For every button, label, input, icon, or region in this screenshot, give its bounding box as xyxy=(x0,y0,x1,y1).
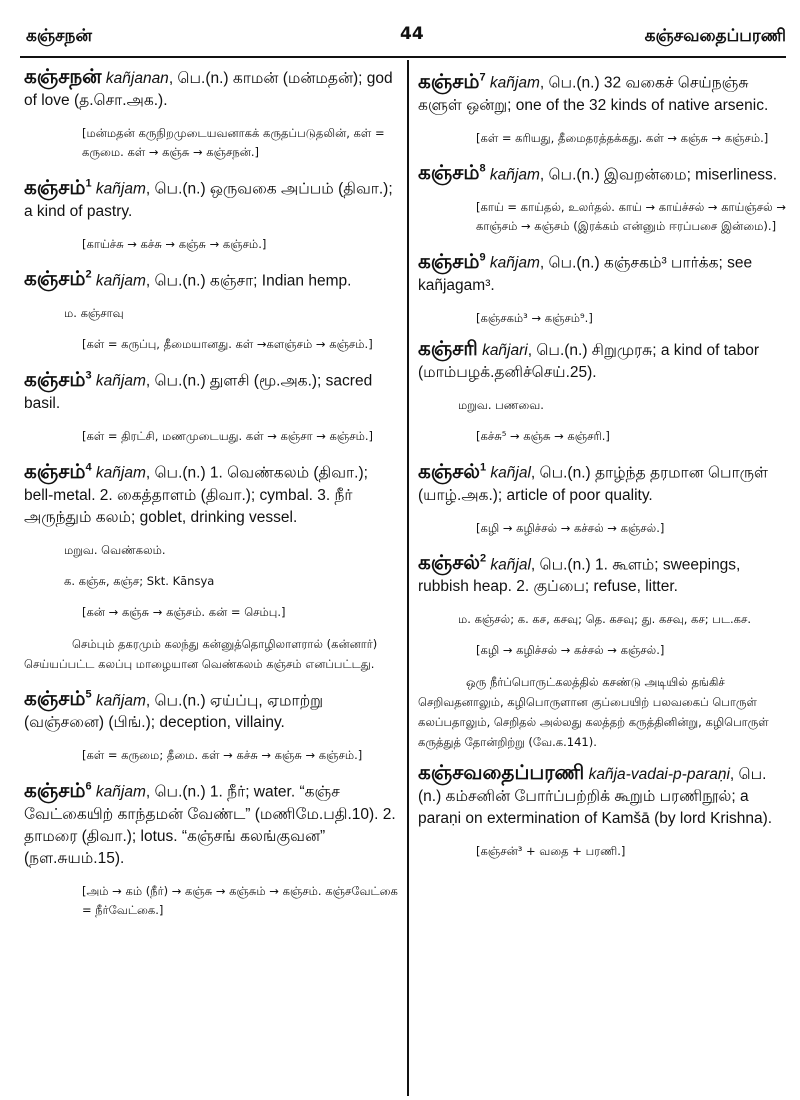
definition-text: , பெ.(n.) கஞ்சகம்³ பார்க்க; see kañjagam³. xyxy=(418,254,753,294)
headword-text: கஞ்சம் xyxy=(24,779,86,802)
dictionary-entry xyxy=(418,456,786,538)
transliteration: kañjam xyxy=(95,692,146,710)
entry-definition-line xyxy=(418,456,786,507)
homonym-number: 9 xyxy=(479,251,486,264)
headword-text: கஞ்சம் xyxy=(24,176,86,199)
etymology: [காய்ச்சு → கச்சு → கஞ்சு → கஞ்சம்.] xyxy=(82,236,267,251)
etymology: [கள் = திரட்சி, மணமுடையது. கள் → கஞ்சா → கஞ்சம்.] xyxy=(82,428,374,443)
transliteration: kañjam xyxy=(489,254,540,272)
homonym-number: 2 xyxy=(479,552,487,565)
entry-definition-line xyxy=(24,264,398,293)
entry-definition-line xyxy=(24,172,398,223)
headword xyxy=(24,461,92,483)
headword xyxy=(24,688,92,710)
transliteration: kañja-vadai-p-paraṇi xyxy=(588,766,730,784)
etymology: [கன் → கஞ்சு → கஞ்சம். கன் = செம்பு.] xyxy=(82,604,286,619)
etymology: [காய் = காய்தல், உலர்தல். காய் → காய்ச்சல் → காய்ஞ்சல் → காஞ்சம் → கஞ்சம் (இரக்கம் என்னும் ஈரப்பசை இன்மை).] xyxy=(476,200,786,234)
entry-definition-line xyxy=(418,762,786,830)
etymology: [கள் = கருமை; தீமை. கள் → கச்சு → கஞ்சு → கஞ்சம்.] xyxy=(82,748,363,763)
dictionary-entry xyxy=(24,775,398,920)
headword-text: கஞ்சம் xyxy=(24,688,86,711)
dictionary-entry xyxy=(418,762,786,861)
entry-definition-line xyxy=(24,456,398,529)
definition-text: , பெ.(n.) துளசி (மூ.அக.); sacred basil. xyxy=(24,372,373,412)
definition-text: , பெ.(n.) 1. நீர்; water. “கஞ்ச வேட்கையிற் காந்தமன் வேண்ட” (மணிமே.பதி.10). 2. தாமரை (திவா.); lotus. “கஞ்சங் கலங்குவன” (நள.சுயம்.15). xyxy=(24,783,396,867)
transliteration: kañjanan xyxy=(105,70,169,87)
header-right-guideword: கஞ்சவதைப்பரணி xyxy=(644,26,786,46)
headword xyxy=(24,177,92,199)
right-column xyxy=(418,66,786,871)
dictionary-entry xyxy=(24,456,398,674)
etymology: [கள் = கருப்பு, தீமையானது. கள் →களஞ்சம் → கஞ்சம்.] xyxy=(82,337,373,352)
homonym-number: 2 xyxy=(85,268,92,281)
header-rule xyxy=(20,56,786,58)
etymology: [அம் → கம் (நீர்) → கஞ்சு → கஞ்சும் → கஞ்சம். கஞ்சவேட்கை = நீர்வேட்கை.] xyxy=(82,883,398,917)
transliteration: kañjam xyxy=(95,372,146,390)
etymology: [மன்மதன் கருநிறமுடையவனாகக் கருதப்படுதலின், கள் = கருமை. கள் → கஞ்சு → கஞ்சநன்.] xyxy=(82,126,385,159)
page-header xyxy=(0,0,800,56)
headword-text: கஞ்சம் xyxy=(24,368,86,391)
left-column xyxy=(24,66,398,930)
headword xyxy=(24,780,92,802)
homonym-number: 6 xyxy=(85,780,92,793)
cognate-note: மறுவ. வெண்கலம். xyxy=(64,542,166,557)
entry-definition-line xyxy=(418,158,786,187)
headword xyxy=(24,66,102,88)
dictionary-entry xyxy=(24,684,398,766)
entry-definition-line xyxy=(418,548,786,599)
homonym-number: 3 xyxy=(85,369,92,382)
homonym-number: 1 xyxy=(479,460,487,473)
dictionary-entry xyxy=(24,364,398,446)
definition-text: , பெ.(n.) கஞ்சா; Indian hemp. xyxy=(145,272,352,290)
dictionary-entry xyxy=(418,66,786,148)
definition-text: , பெ.(n.) சிறுமுரசு; a kind of tabor (மாம்பழக்.தனிச்செய்.25). xyxy=(418,341,760,381)
transliteration: kañjam xyxy=(489,166,540,184)
headword xyxy=(418,162,486,184)
homonym-number: 4 xyxy=(85,460,92,473)
page-number: 44 xyxy=(400,24,424,44)
headword-text: கஞ்சம் xyxy=(24,460,86,483)
dictionary-entry xyxy=(418,158,786,237)
headword-text: கஞ்சரி xyxy=(418,337,478,360)
entry-definition-line xyxy=(418,246,786,297)
definition-text: , பெ.(n.) 1. கூளம்; sweepings, rubbish heap. 2. குப்பை; refuse, litter. xyxy=(418,556,741,596)
definition-text: , பெ.(n.) 1. வெண்கலம் (திவா.); bell-metal. 2. கைத்தாளம் (திவா.); cymbal. 3. நீர் அருந்தும் கலம்; goblet, drinking vessel. xyxy=(24,464,368,526)
definition-text: , பெ.(n.) ஏய்ப்பு, ஏமாற்று (வஞ்சனை) (பிங்.); deception, villainy. xyxy=(24,692,324,732)
headword xyxy=(418,552,486,574)
homonym-number: 5 xyxy=(85,688,92,701)
explanatory-paragraph: செம்பும் தகரமும் கலந்து கன்னுத்தொழிலாளரால் (கன்னார்) செய்யப்பட்ட கலப்பு மாழையான வெண்கலம் கஞ்சம் எனப்பட்டது. xyxy=(24,636,378,671)
definition-text: , பெ.(n.) ஒருவகை அப்பம் (திவா.); a kind of pastry. xyxy=(24,180,393,220)
etymology: [கள் = கரியது, தீமைதரத்தக்கது. கள் → கஞ்சு → கஞ்சம்.] xyxy=(476,130,769,145)
headword xyxy=(418,461,486,483)
headword xyxy=(24,268,92,290)
header-left-guideword: கஞ்சநன் xyxy=(26,26,92,46)
explanatory-paragraph: ஒரு நீர்ப்பொருட்கலத்தில் கசண்டு அடியில் தங்கிச் செறிவதனாலும், கழிபொருளான குப்பையிற் பலவகைப் பொருள் கலப்பதாலும், செறிதல் அல்லது கலத்தற் கருத்தினின்று, கழிபொருள் கருத்துத் தோன்றிற்று (வே.க.141). xyxy=(418,675,769,750)
dictionary-entry xyxy=(418,246,786,328)
entry-definition-line xyxy=(24,684,398,735)
definition-text: , பெ.(n.) இவறன்மை; miserliness. xyxy=(539,166,777,184)
transliteration: kañjam xyxy=(95,464,146,482)
dictionary-entry xyxy=(418,548,786,753)
dictionary-entry xyxy=(24,66,398,162)
dictionary-entry xyxy=(24,172,398,254)
transliteration: kañjam xyxy=(95,272,146,290)
transliteration: kañjam xyxy=(489,74,540,92)
headword-text: கஞ்சநன் xyxy=(24,66,102,88)
headword xyxy=(418,251,486,273)
cognate-note: க. கஞ்சு, கஞ்ச; Skt. Kānsya xyxy=(64,573,215,588)
cognate-note: மறுவ. பணவை. xyxy=(458,397,544,412)
headword-text: கஞ்சவதைப்பரணி xyxy=(418,762,585,785)
definition-text: , பெ.(n.) தாழ்ந்த தரமான பொருள் (யாழ்.அக.); article of poor quality. xyxy=(418,464,769,504)
transliteration: kañjam xyxy=(95,180,146,198)
headword-text: கஞ்சல் xyxy=(418,460,480,483)
headword xyxy=(24,369,92,391)
column-divider xyxy=(407,60,409,1096)
etymology: [கழி → கழிச்சல் → கச்சல் → கஞ்சல்.] xyxy=(476,520,665,535)
headword xyxy=(418,338,478,360)
cognate-note: ம. கஞ்சாவு xyxy=(64,306,124,321)
etymology: [கஞ்சகம்³ → கஞ்சம்⁹.] xyxy=(476,310,593,325)
headword xyxy=(418,71,486,93)
headword-text: கஞ்சம் xyxy=(418,70,480,93)
entry-definition-line xyxy=(418,66,786,117)
cognate-note: ம. கஞ்சல்; க. கச, கசவு; தெ. கசவு; து. கசவு, கச; பட.கச. xyxy=(458,612,752,627)
etymology: [கஞ்சன்³ + வதை + பரணி.] xyxy=(476,844,626,859)
entry-definition-line xyxy=(24,66,398,112)
transliteration: kañjal xyxy=(490,464,531,482)
entry-definition-line xyxy=(24,364,398,415)
headword xyxy=(418,762,584,784)
etymology: [கழி → கழிச்சல் → கச்சல் → கஞ்சல்.] xyxy=(476,643,665,658)
headword-text: கஞ்சம் xyxy=(24,268,86,291)
definition-text: , பெ.(n.) கம்சனின் போர்ப்பற்றிக் கூறும் பரணிநூல்; a paraṇi on extermination of Kamšā (by lord Krishna). xyxy=(418,766,773,828)
headword-text: கஞ்சம் xyxy=(418,250,480,273)
entry-definition-line xyxy=(24,775,398,870)
dictionary-entry xyxy=(418,338,786,446)
entry-definition-line xyxy=(418,338,786,384)
dictionary-entry xyxy=(24,264,398,355)
transliteration: kañjari xyxy=(482,341,528,359)
headword-text: கஞ்சம் xyxy=(418,162,480,185)
headword-text: கஞ்சல் xyxy=(418,552,480,575)
etymology: [கச்சு⁵ → கஞ்சு → கஞ்சரி.] xyxy=(476,428,610,443)
definition-text: , பெ.(n.) காமன் (மன்மதன்); god of love (த.சொ.அக.). xyxy=(24,70,393,109)
homonym-number: 7 xyxy=(479,71,486,83)
transliteration: kañjal xyxy=(490,556,531,574)
transliteration: kañjam xyxy=(95,783,146,801)
homonym-number: 8 xyxy=(479,162,486,175)
homonym-number: 1 xyxy=(85,177,92,189)
definition-text: , பெ.(n.) 32 வகைச் செய்நஞ்சு களுள் ஒன்று; one of the 32 kinds of native arsenic. xyxy=(418,74,769,114)
